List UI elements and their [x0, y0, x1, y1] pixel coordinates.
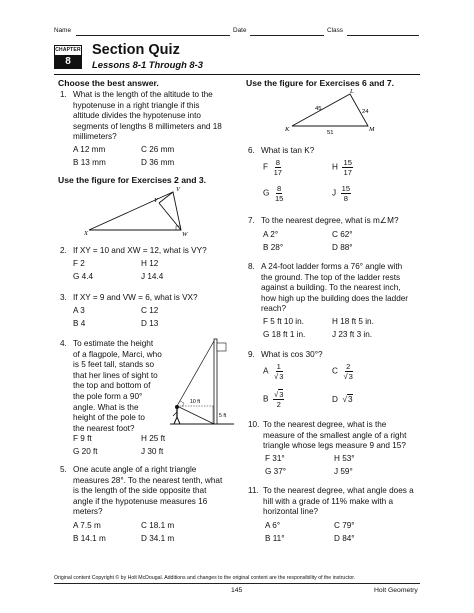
q10-option-h[interactable]: H 53°: [334, 454, 355, 463]
q7-option-b[interactable]: B 28°: [263, 243, 284, 252]
q5-option-d[interactable]: D 34.1 m: [141, 534, 175, 543]
q6-line: What is tan K?: [261, 146, 315, 155]
q11-line: horizontal line?: [263, 507, 319, 517]
q9-option-d[interactable]: D √3: [332, 395, 353, 404]
q11-line: To the nearest degree, what angle does a: [263, 486, 414, 495]
q9-letter-b: B: [263, 394, 269, 404]
q8-line: the ground. The top of the ladder rests: [261, 272, 401, 282]
q6-option-g[interactable]: [263, 184, 284, 203]
q1-line: hypotenuse in a right triangle if this: [73, 100, 200, 110]
section-figure-6-7: Use the figure for Exercises 6 and 7.: [246, 78, 395, 88]
q6-number: 6.: [248, 146, 255, 155]
q4-number: 4.: [60, 339, 67, 348]
q8-option-h[interactable]: H 18 ft 5 in.: [332, 317, 374, 326]
q10-line: To the nearest degree, what is the: [263, 420, 387, 429]
q5-line: measures 28°. To the nearest tenth, what: [73, 475, 223, 485]
q11-number: 11.: [248, 486, 259, 495]
copyright-notice: Original content Copyright © by Holt McDougal. Additions and changes to the original content are the responsibility of the instructor.: [54, 575, 356, 581]
q3-line: If XY = 9 and VW = 6, what is VX?: [73, 293, 198, 302]
fig1-label-y: Y: [154, 197, 158, 204]
book-title: Holt Geometry: [374, 587, 418, 594]
question-1: [60, 90, 235, 146]
q4-line: the pole form a 90°: [73, 391, 143, 401]
q9-letter-d: D: [332, 395, 338, 404]
q2-option-h[interactable]: H 12: [141, 259, 159, 268]
triangle-figure-vwx: [84, 184, 196, 240]
q3-option-c[interactable]: C 12: [141, 306, 159, 315]
q11-line: hill with a grade of 11% make with a: [263, 496, 394, 506]
question-7: [248, 216, 426, 227]
q7-number: 7.: [248, 216, 255, 225]
date-line: [250, 35, 324, 36]
q4-line: that her lines of sight to: [73, 370, 158, 380]
q7-option-c[interactable]: C 62°: [332, 230, 353, 239]
q9-option-b[interactable]: [263, 390, 284, 409]
fig2-label-k: K: [285, 126, 290, 133]
q2-option-j[interactable]: J 14.4: [141, 272, 164, 281]
q9-letter-a: A: [263, 366, 269, 376]
q5-line: angle if the hypotenuse measures 16: [73, 496, 208, 506]
q4-line: of a flagpole, Marci, who: [73, 349, 162, 359]
q11-option-d[interactable]: D 84°: [334, 534, 355, 543]
chapter-badge: [54, 45, 82, 69]
fig2-side-24: 24: [362, 109, 369, 115]
q8-number: 8.: [248, 262, 255, 271]
fraction: $\frac{2}{√3}$: [343, 362, 353, 381]
fig1-label-v: V: [176, 186, 180, 193]
chapter-label: CHAPTER: [55, 47, 81, 53]
q11-option-c[interactable]: C 79°: [334, 521, 355, 530]
q1-option-a[interactable]: A 12 mm: [73, 145, 106, 154]
class-line: [347, 35, 419, 36]
fig1-label-w: W: [182, 231, 188, 238]
q4-line: the top and bottom of: [73, 381, 151, 391]
question-11: [248, 486, 426, 520]
q8-line: against a building. To the nearest inch,: [261, 283, 401, 293]
question-9: [248, 350, 423, 361]
question-10: [248, 420, 426, 454]
q1-line: altitude divides the hypotenuse into: [73, 111, 201, 121]
q5-line: One acute angle of a right triangle: [73, 465, 197, 474]
q6-option-j[interactable]: [332, 184, 351, 203]
class-label: Class: [327, 27, 343, 34]
fraction: $\frac{15}{17}$: [343, 158, 352, 177]
q5-line: is the length of the side opposite that: [73, 486, 207, 496]
fraction: $\frac{8}{17}$: [273, 158, 283, 177]
q8-option-g[interactable]: G 18 ft 1 in.: [263, 330, 306, 339]
q8-line: how high up the building does the ladder: [261, 293, 409, 303]
q7-option-d[interactable]: D 88°: [332, 243, 353, 252]
name-line: [76, 35, 230, 36]
fig2-side-51: 51: [327, 130, 334, 136]
fraction: $\frac{8}{15}$: [274, 184, 284, 203]
q4-line: height of the pole to: [73, 413, 145, 423]
q7-option-a[interactable]: A 2°: [263, 230, 279, 239]
q10-number: 10.: [248, 420, 260, 429]
question-6: [248, 146, 423, 157]
q10-option-f[interactable]: F 31°: [265, 454, 285, 463]
title-rule: [54, 74, 420, 75]
q9-line: What is cos 30°?: [261, 350, 323, 359]
fig-label-10ft: 10 ft: [190, 399, 201, 405]
question-4: [60, 339, 180, 435]
q3-option-a[interactable]: A 3: [73, 306, 85, 315]
question-2: [60, 246, 235, 257]
fig2-label-m: M: [369, 126, 375, 133]
q2-line: If XY = 10 and XW = 12, what is VY?: [73, 246, 207, 255]
q3-option-b[interactable]: B 4: [73, 319, 86, 328]
q3-number: 3.: [60, 293, 67, 302]
q4-line: is 5 feet tall, stands so: [73, 360, 155, 370]
q1-option-c[interactable]: C 26 mm: [141, 145, 175, 154]
fig-label-5ft: 5 ft: [219, 413, 227, 419]
q9-option-a[interactable]: [263, 362, 284, 381]
q8-option-f[interactable]: F 5 ft 10 in.: [263, 317, 304, 326]
q10-option-g[interactable]: G 37°: [265, 467, 287, 476]
q10-line: measure of the smallest angle of a right: [263, 430, 407, 440]
q8-option-j[interactable]: J 23 ft 3 in.: [332, 330, 373, 339]
q9-number: 9.: [248, 350, 255, 359]
q1-option-b[interactable]: B 13 mm: [73, 158, 106, 167]
question-3: [60, 293, 235, 304]
q4-line: the nearest foot?: [73, 423, 135, 433]
q10-option-j[interactable]: J 59°: [334, 467, 353, 476]
q2-option-f[interactable]: F 2: [73, 259, 85, 268]
q9-option-c[interactable]: [332, 362, 354, 381]
page-title: Section Quiz: [92, 42, 180, 58]
q9-letter-c: C: [332, 366, 338, 376]
q1-number: 1.: [60, 90, 67, 99]
page-number: 145: [231, 587, 243, 594]
q6-option-f[interactable]: [263, 158, 283, 177]
section-figure-2-3: Use the figure for Exercises 2 and 3.: [58, 175, 207, 185]
chapter-number: 8: [55, 55, 81, 68]
footer-rule: [54, 583, 420, 584]
q5-line: meters?: [73, 507, 103, 517]
q5-option-b[interactable]: B 14.1 m: [73, 534, 106, 543]
section-choose: Choose the best answer.: [58, 78, 159, 88]
q11-option-a[interactable]: A 6°: [265, 521, 281, 530]
q5-option-a[interactable]: A 7.5 m: [73, 521, 101, 530]
q2-number: 2.: [60, 246, 67, 255]
q6-letter-g: G: [263, 188, 270, 198]
q6-option-h[interactable]: [332, 158, 353, 177]
q1-line: What is the length of the altitude to the: [73, 90, 213, 99]
q4-option-f[interactable]: F 9 ft: [73, 434, 92, 443]
q5-number: 5.: [60, 465, 67, 474]
triangle-figure-klm: [282, 86, 382, 138]
q6-letter-f: F: [263, 162, 269, 172]
q4-line: To estimate the height: [73, 339, 154, 348]
q1-line: millimeters?: [73, 132, 117, 142]
q10-line: triangle whose legs measure 9 and 15?: [263, 441, 406, 451]
q8-line: reach?: [261, 304, 287, 314]
page-subtitle: Lessons 8-1 Through 8-3: [92, 59, 203, 70]
date-label: Date: [233, 27, 247, 34]
q6-letter-h: H: [332, 162, 338, 172]
q4-option-h[interactable]: H 25 ft: [141, 434, 166, 443]
fraction: $\frac{√3}{2}$: [274, 390, 284, 409]
q4-line: angle. What is the: [73, 402, 139, 412]
question-8: [248, 262, 426, 318]
q4-option-j[interactable]: J 30 ft: [141, 447, 164, 456]
fraction: $\frac{15}{8}$: [341, 184, 351, 203]
q3-option-d[interactable]: D 13: [141, 319, 159, 328]
q1-line: segments of lengths 8 millimeters and 18: [73, 121, 222, 131]
question-5: [60, 465, 238, 521]
fig2-side-45: 45: [315, 106, 322, 112]
fraction: $\frac{1}{√3}$: [274, 362, 284, 381]
name-label: Name: [54, 27, 72, 34]
q6-letter-j: J: [332, 188, 337, 198]
q4-option-g[interactable]: G 20 ft: [73, 447, 98, 456]
q5-option-c[interactable]: C 18.1 m: [141, 521, 175, 530]
q2-option-g[interactable]: G 4.4: [73, 272, 94, 281]
fig2-label-l: L: [350, 88, 354, 95]
fig1-label-x: X: [84, 230, 88, 237]
flagpole-figure: [170, 337, 236, 427]
q8-line: A 24-foot ladder forms a 76° angle with: [261, 262, 403, 271]
q11-option-b[interactable]: B 11°: [265, 534, 285, 543]
q7-line: To the nearest degree, what is m∠M?: [261, 216, 399, 225]
q1-option-d[interactable]: D 36 mm: [141, 158, 175, 167]
